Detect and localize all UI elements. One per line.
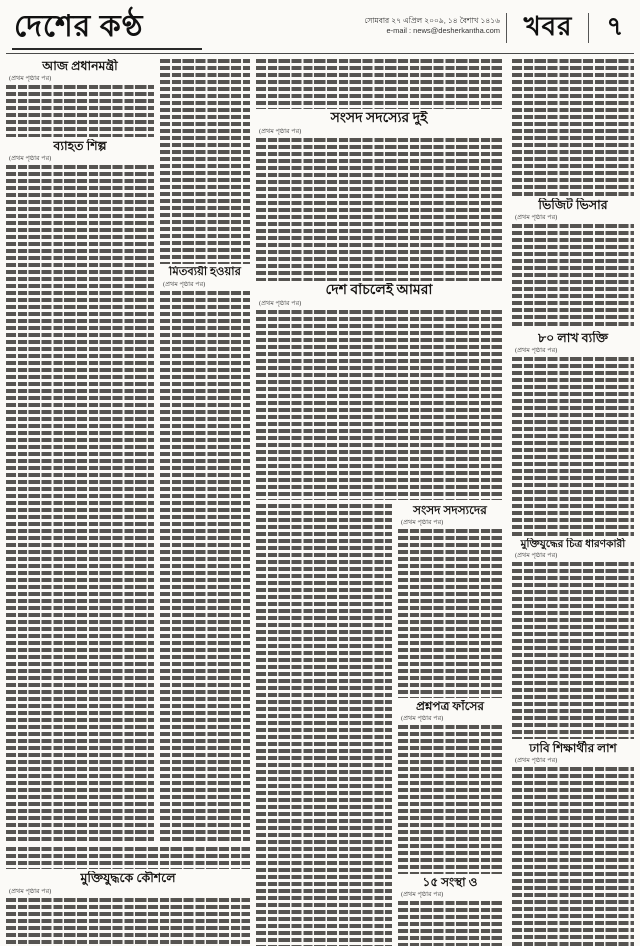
headline-visit-visar: ভিজিট ভিসার <box>538 198 608 212</box>
body-text-block <box>6 898 250 946</box>
body-text-block <box>6 85 154 137</box>
body-text-block <box>512 767 634 946</box>
body-text-block <box>512 562 634 739</box>
continued-note: (প্রথম পৃষ্ঠার পর) <box>9 888 52 895</box>
body-text-block <box>512 224 634 329</box>
headline-songsod-sodossoder: সংসদ সদস্যদের <box>413 504 487 517</box>
continued-note: (প্রথম পৃষ্ঠার পর) <box>515 552 558 559</box>
body-text-block <box>160 59 250 264</box>
headline-15-songstha-o: ১৫ সংস্থা ও <box>422 876 478 889</box>
body-text-block <box>512 59 634 196</box>
continued-note: (প্রথম পৃষ্ঠার পর) <box>9 155 52 162</box>
continued-note: (প্রথম পৃষ্ঠার পর) <box>401 715 444 722</box>
body-text-block <box>256 504 392 946</box>
continued-note: (প্রথম পৃষ্ঠার পর) <box>401 519 444 526</box>
headline-dhabi-shikkharthir-lash: ঢাবি শিক্ষার্থীর লাশ <box>529 741 617 755</box>
headline-mitobyoyi-howar: মিতব্যয়ী হওয়ার <box>169 266 241 278</box>
body-text-block <box>6 165 154 843</box>
continued-note: (প্রথম পৃষ্ঠার পর) <box>401 891 444 898</box>
body-text-block <box>398 901 502 946</box>
continued-note: (প্রথম পৃষ্ঠার পর) <box>259 128 302 135</box>
headline-aj-prodhanmontri: আজ প্রধানমন্ত্রী <box>42 59 118 73</box>
body-text-block <box>256 310 502 500</box>
continued-note: (প্রথম পৃষ্ঠার পর) <box>515 757 558 764</box>
continued-note: (প্রথম পৃষ্ঠার পর) <box>9 75 52 82</box>
body-text-block <box>6 847 250 869</box>
header-rule <box>6 53 634 54</box>
continued-note: (প্রথম পৃষ্ঠার পর) <box>259 300 302 307</box>
masthead-underline <box>12 48 202 50</box>
body-text-block <box>256 59 502 109</box>
body-text-block <box>160 291 250 843</box>
headline-muktijuddhoke-koushole: মুক্তিযুদ্ধকে কৌশলে <box>80 871 176 885</box>
headline-desh-bachlei-amra: দেশ বাঁচলেই আমরা <box>325 283 433 298</box>
continued-note: (প্রথম পৃষ্ঠার পর) <box>163 281 206 288</box>
continued-note: (প্রথম পৃষ্ঠার পর) <box>515 214 558 221</box>
page-number: ৭ <box>606 12 624 41</box>
header-divider-left <box>506 13 507 43</box>
headline-muktijuddher-chitro-dharonkari: মুক্তিযুদ্ধের চিত্র ধারণকারী <box>520 539 626 550</box>
header-dateline: সোমবার ২৭ এপ্রিল ২০০৯, ১৪ বৈশাখ ১৪১৬ <box>364 16 500 25</box>
body-text-block <box>398 725 502 874</box>
body-text-block <box>256 138 502 281</box>
masthead-title: দেশের কণ্ঠ <box>14 10 144 43</box>
headline-songsod-sodosser-dui: সংসদ সদস্যের দুই <box>330 111 428 126</box>
header-divider-right <box>588 13 589 43</box>
headline-prosnopotro-fanser: প্রশ্নপত্র ফাঁসের <box>415 700 485 713</box>
body-text-block <box>512 357 634 536</box>
continued-note: (প্রথম পৃষ্ঠার পর) <box>515 347 558 354</box>
headline-80-lakh-bekti: ৮০ লাখ ব্যক্তি <box>538 331 608 345</box>
section-label: খবর <box>523 12 573 41</box>
header-email: e-mail : news@desherkantha.com <box>386 26 500 35</box>
headline-byahoto-shilpo: ব্যাহত শিল্প <box>53 139 107 153</box>
body-text-block <box>398 529 502 698</box>
